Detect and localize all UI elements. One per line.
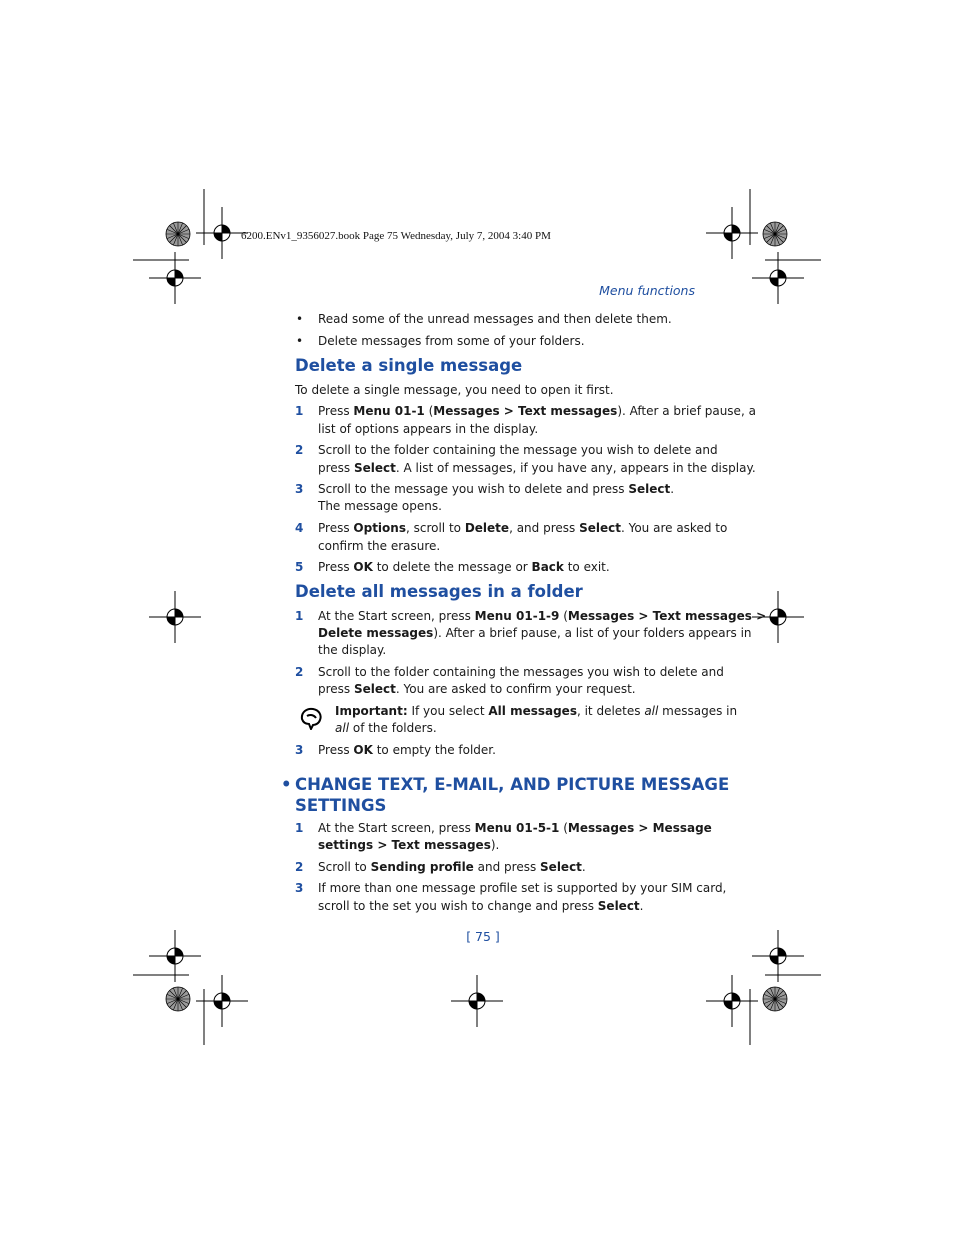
step-number: 2: [295, 443, 304, 457]
bullet-text: Delete messages from some of your folders.: [318, 334, 585, 348]
registration-mark-icon: [451, 975, 503, 1027]
step-number: 3: [295, 482, 304, 496]
registration-star-icon: [166, 987, 190, 1011]
step-text: press Select. A list of messages, if you have any, appears in the display.: [318, 461, 756, 475]
step-text: If more than one message profile set is supported by your SIM card,: [318, 881, 727, 895]
step-text: Press Options, scroll to Delete, and press Select. You are asked to: [318, 521, 728, 535]
step-text: Scroll to Sending profile and press Select.: [318, 860, 586, 874]
step-text: the display.: [318, 643, 387, 657]
step-text: Delete messages). After a brief pause, a list of your folders appears in: [318, 626, 752, 640]
page-number: [ 75 ]: [466, 929, 500, 944]
heading-bullet: •: [281, 775, 292, 794]
step-text: Press Menu 01-1 (Messages > Text messages). After a brief pause, a: [318, 404, 756, 418]
step-number: 1: [295, 609, 304, 623]
step-text: Scroll to the folder containing the messages you wish to delete and: [318, 665, 724, 679]
step-number: 2: [295, 665, 304, 679]
bullet-icon: •: [296, 312, 304, 326]
step-number: 3: [295, 743, 304, 757]
step-text: Press OK to delete the message or Back to exit.: [318, 560, 610, 574]
heading-change-settings: [281, 774, 730, 815]
heading-line-2: SETTINGS: [295, 796, 387, 815]
important-note: all of the folders.: [335, 721, 437, 735]
registration-star-icon: [763, 987, 787, 1011]
step-text: confirm the erasure.: [318, 539, 441, 553]
step-number: 1: [295, 821, 304, 835]
important-note: Important: If you select All messages, it deletes all messages in: [335, 704, 738, 718]
heading-delete-all: Delete all messages in a folder: [295, 582, 583, 601]
step-text: At the Start screen, press Menu 01-1-9 (Messages > Text messages >: [318, 609, 767, 623]
step-number: 3: [295, 881, 304, 895]
heading-line-1: CHANGE TEXT, E-MAIL, AND PICTURE MESSAGE: [295, 775, 730, 794]
step-text: press Select. You are asked to confirm your request.: [318, 682, 636, 696]
step-text: The message opens.: [318, 499, 442, 513]
step-number: 5: [295, 560, 304, 574]
registration-mark-icon: [149, 930, 201, 982]
step-number: 4: [295, 521, 304, 535]
step-text: Press OK to empty the folder.: [318, 743, 496, 757]
step-text: list of options appears in the display.: [318, 422, 539, 436]
intro-text: To delete a single message, you need to open it first.: [295, 383, 614, 397]
book-info-line: 6200.ENv1_9356027.book Page 75 Wednesday, July 7, 2004 3:40 PM: [241, 230, 551, 242]
step-number: 1: [295, 404, 304, 418]
registration-star-icon: [166, 222, 190, 246]
registration-mark-icon: [752, 930, 804, 982]
step-text: Scroll to the message you wish to delete and press Select.: [318, 482, 675, 496]
step-text: scroll to the set you wish to change and press Select.: [318, 899, 644, 913]
registration-mark-icon: [149, 591, 201, 643]
bullet-icon: •: [296, 334, 304, 348]
step-text: At the Start screen, press Menu 01-5-1 (Messages > Message: [318, 821, 712, 835]
bullet-text: Read some of the unread messages and then delete them.: [318, 312, 672, 326]
important-note-icon: [298, 706, 326, 730]
registration-star-icon: [763, 222, 787, 246]
heading-delete-single: Delete a single message: [295, 356, 523, 375]
step-text: settings > Text messages).: [318, 838, 500, 852]
step-number: 2: [295, 860, 304, 874]
running-head: Menu functions: [599, 283, 695, 298]
step-text: Scroll to the folder containing the message you wish to delete and: [318, 443, 718, 457]
